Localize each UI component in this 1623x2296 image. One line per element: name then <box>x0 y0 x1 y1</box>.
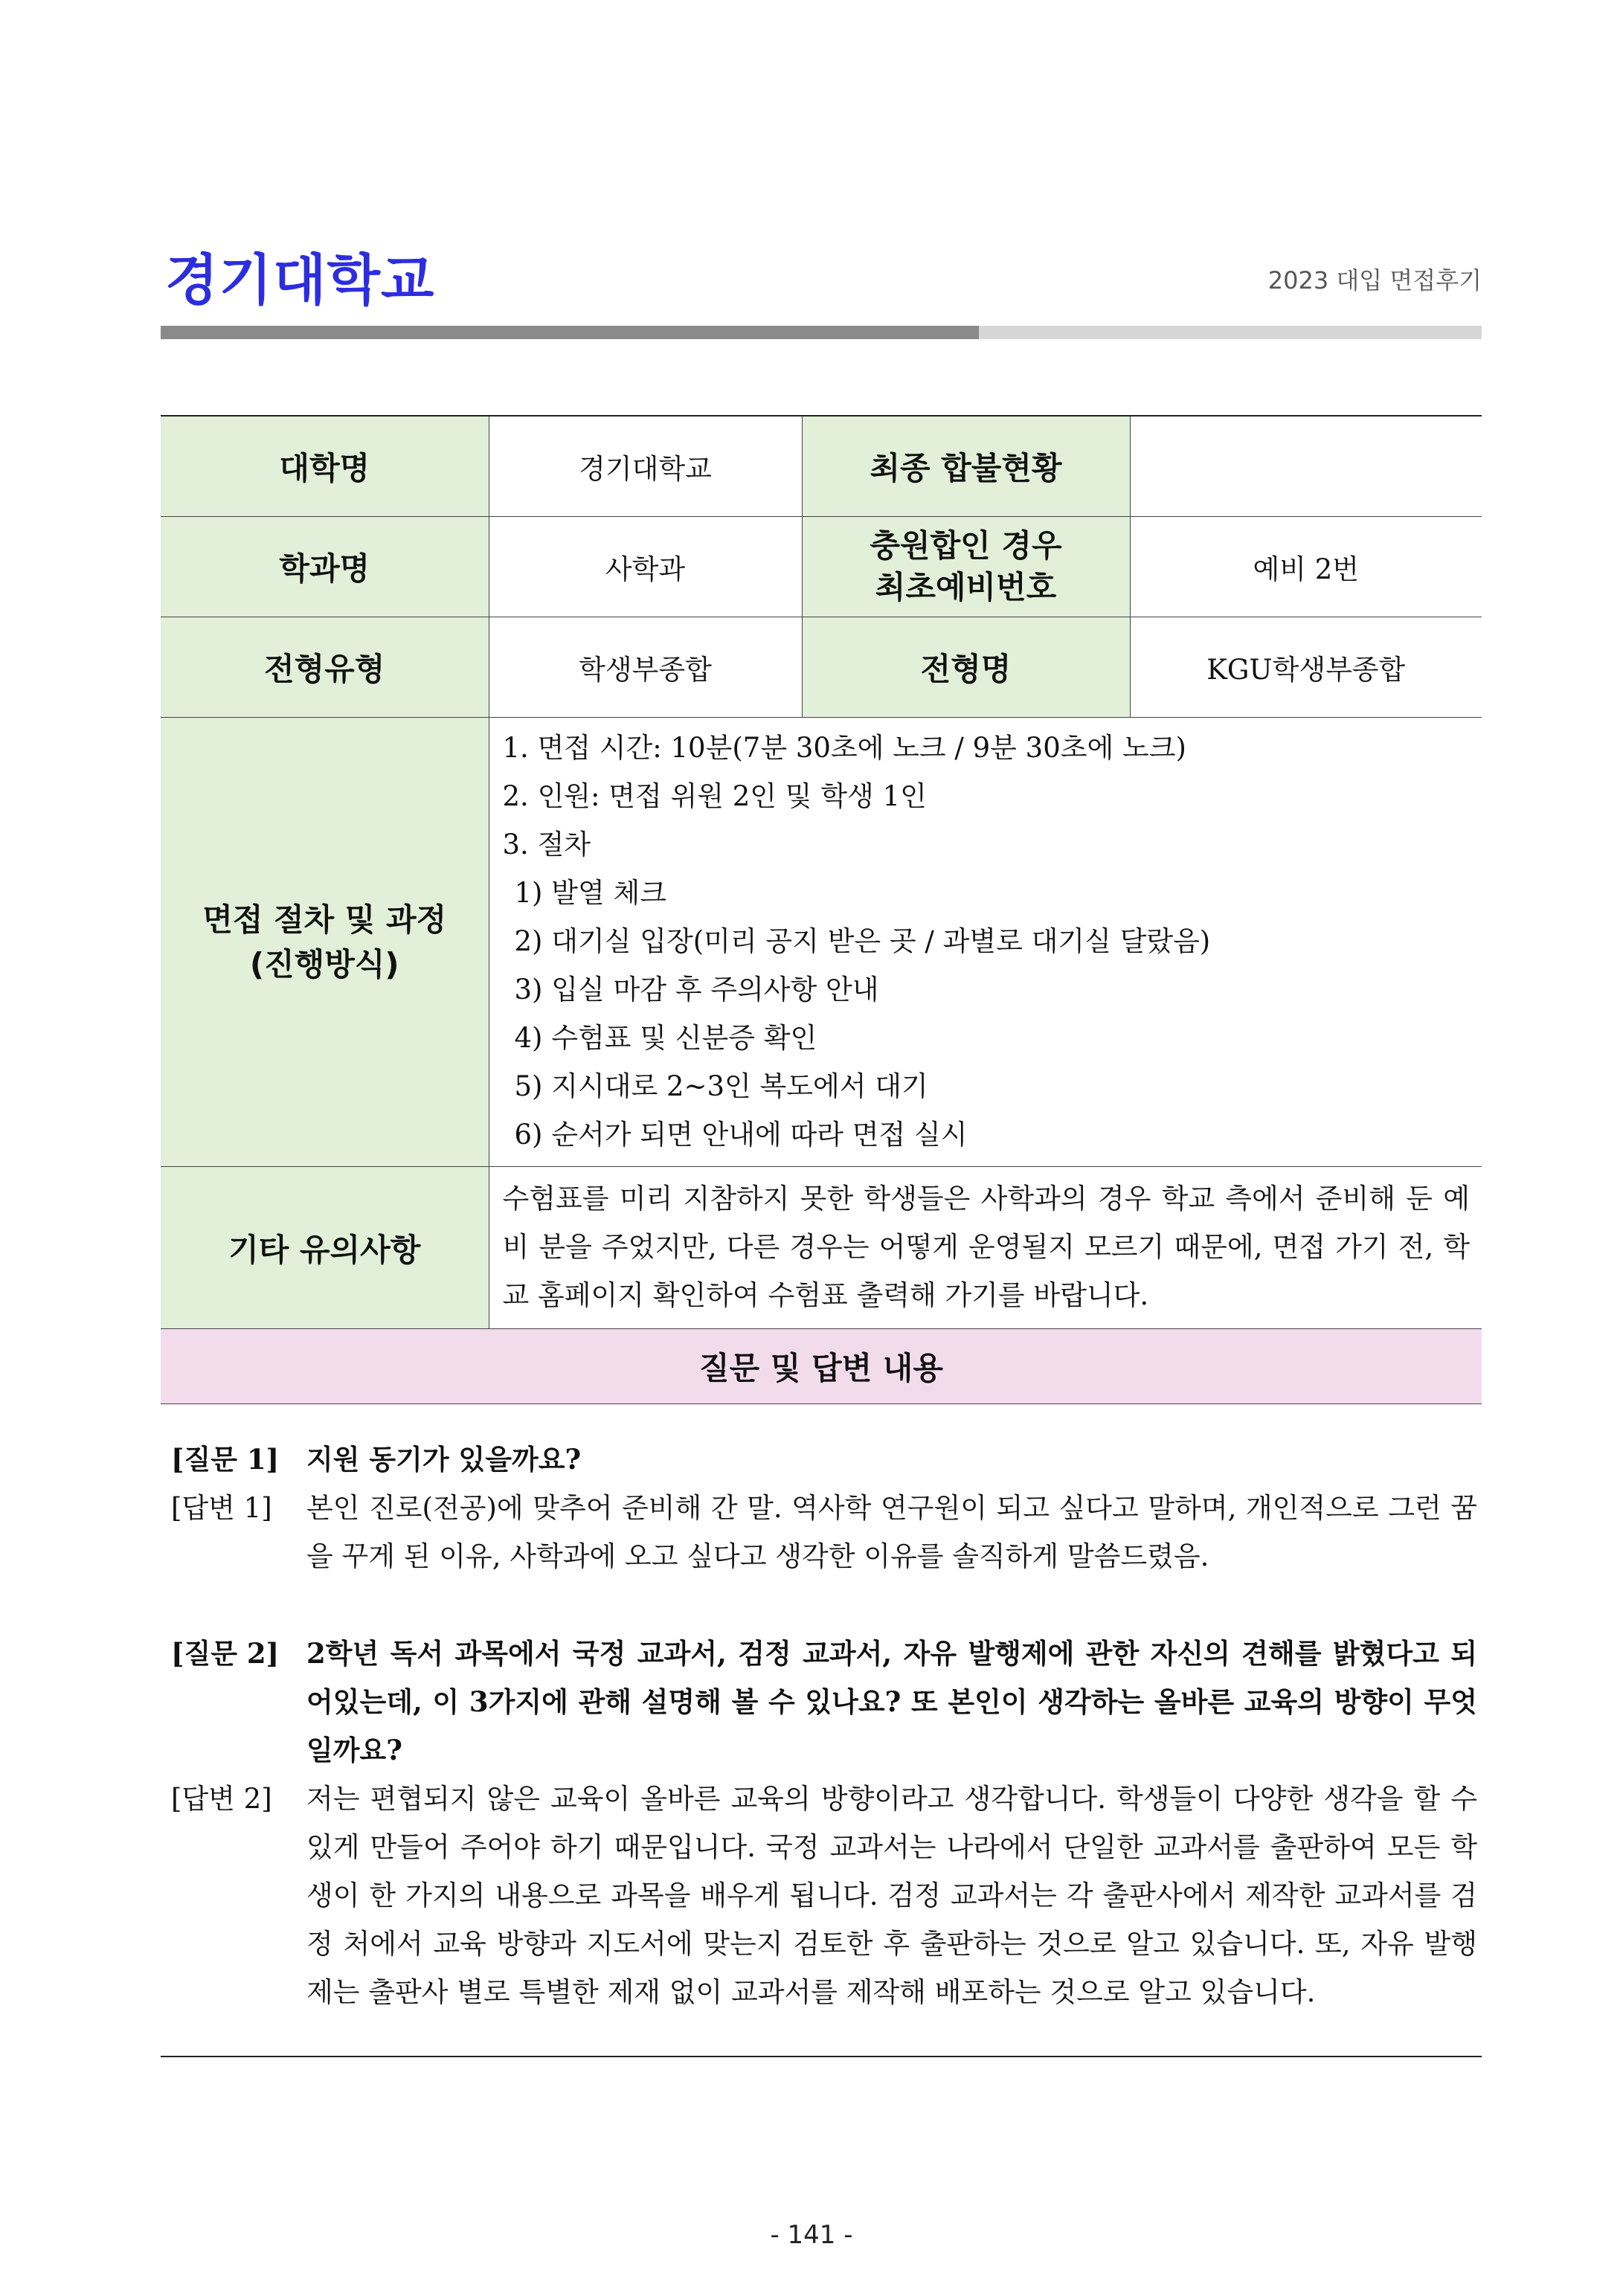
list-item: 1. 면접 시간: 10분(7분 30초에 노크 / 9분 30초에 노크) <box>502 732 1186 764</box>
table-row <box>161 1329 1482 1404</box>
list-item: 3. 절차 <box>502 829 591 861</box>
header-rule-dark <box>161 326 979 339</box>
list-item: 2) 대기실 입장(미리 공지 받은 곳 / 과별로 대기실 달랐음) <box>514 925 1211 957</box>
answer-text: 본인 진로(전공)에 맞추어 준비해 간 말. 역사학 연구원이 되고 싶다고 말하며, 개인적으로 그런 꿈을 꾸게 된 이유, 사학과에 오고 싶다고 생각한 이유를 솔직하게 말씀드렸음. <box>306 1492 1477 1572</box>
qa-section <box>161 1435 1482 2016</box>
table-row <box>161 718 1482 1167</box>
question-2 <box>161 1630 1482 1775</box>
process-label <box>161 718 489 1167</box>
track-value: KGU학생부종합 <box>1130 617 1482 718</box>
answer-tag: [답변 2] <box>171 1783 272 1815</box>
type-value: 학생부종합 <box>489 617 802 718</box>
header-rule-light <box>979 326 1482 339</box>
table-row <box>161 416 1482 517</box>
qa-heading: 질문 및 답변 내용 <box>161 1329 1482 1404</box>
question-text: 2학년 독서 과목에서 국정 교과서, 검정 교과서, 자유 발행제에 관한 자신의 견해를 밝혔다고 되어있는데, 이 3가지에 관해 설명해 볼 수 있나요? 또 본인이 생각하는 올바른 교육의 방향이 무엇일까요? <box>306 1637 1477 1766</box>
list-item: 3) 입실 마감 후 주의사항 안내 <box>514 974 879 1006</box>
waitlist-label-line-1: 충원합인 경우 <box>870 527 1062 564</box>
table-row <box>161 1167 1482 1329</box>
question-1 <box>161 1435 1482 1484</box>
answer-tag: [답변 1] <box>171 1492 272 1524</box>
answer-2 <box>161 1775 1482 2016</box>
list-item: 1) 발열 체크 <box>514 877 666 909</box>
list-item: 4) 수험표 및 신분증 확인 <box>514 1022 817 1054</box>
type-label: 전형유형 <box>161 617 489 718</box>
waitlist-label <box>802 517 1130 617</box>
answer-text: 저는 편협되지 않은 교육이 올바른 교육의 방향이라고 생각합니다. 학생들이 다양한 생각을 할 수 있게 만들어 주어야 하기 때문입니다. 국정 교과서는 나라에서 단일한 교과서를 출판하여 모든 학생이 한 가지의 내용으로 과목을 배우게 됩니다. 검정 교과서는 각 출판사에서 제작한 교과서를 검정 처에서 교육 방향과 지도서에 맞는지 검토한 후 출판하는 것으로 알고 있습니다. 또, 자유 발행제는 출판사 별로 특별한 제재 없이 교과서를 제작해 배포하는 것으로 알고 있습니다. <box>306 1783 1477 2008</box>
page-title: 경기대학교 <box>165 248 435 312</box>
notes-label: 기타 유의사항 <box>161 1167 489 1329</box>
dept-label: 학과명 <box>161 517 489 617</box>
process-label-line-2: (진행방식) <box>249 945 399 983</box>
university-value: 경기대학교 <box>489 416 802 517</box>
question-text: 지원 동기가 있을까요? <box>306 1443 582 1476</box>
list-item: 6) 순서가 되면 안내에 따라 면접 실시 <box>514 1119 968 1151</box>
process-steps <box>489 718 1482 1167</box>
result-value <box>1130 416 1482 517</box>
document-subtitle: 2023 대입 면접후기 <box>1267 266 1482 295</box>
waitlist-value: 예비 2번 <box>1130 517 1482 617</box>
header-rule <box>161 326 1482 339</box>
result-label: 최종 합불현황 <box>802 416 1130 517</box>
notes-text: 수험표를 미리 지참하지 못한 학생들은 사학과의 경우 학교 측에서 준비해 둔 예비 분을 주었지만, 다른 경우는 어떻게 운영될지 모르기 때문에, 면접 가기 전, 학교 홈페이지 확인하여 수험표 출력해 가기를 바랍니다. <box>489 1167 1482 1329</box>
page-number: - 141 - <box>770 2220 853 2250</box>
list-item: 2. 인원: 면접 위원 2인 및 학생 1인 <box>502 780 927 812</box>
track-label: 전형명 <box>802 617 1130 718</box>
question-tag: [질문 2] <box>171 1637 280 1670</box>
waitlist-label-line-2: 최초예비번호 <box>875 569 1057 605</box>
list-item: 5) 지시대로 2~3인 복도에서 대기 <box>514 1070 928 1102</box>
question-tag: [질문 1] <box>171 1443 280 1476</box>
dept-value: 사학과 <box>489 517 802 617</box>
process-label-line-1: 면접 절차 및 과정 <box>202 901 447 938</box>
university-label: 대학명 <box>161 416 489 517</box>
interview-info-table <box>161 415 1482 1404</box>
answer-1 <box>161 1484 1482 1580</box>
table-row <box>161 617 1482 718</box>
table-row <box>161 517 1482 617</box>
section-end-rule <box>161 2056 1482 2057</box>
